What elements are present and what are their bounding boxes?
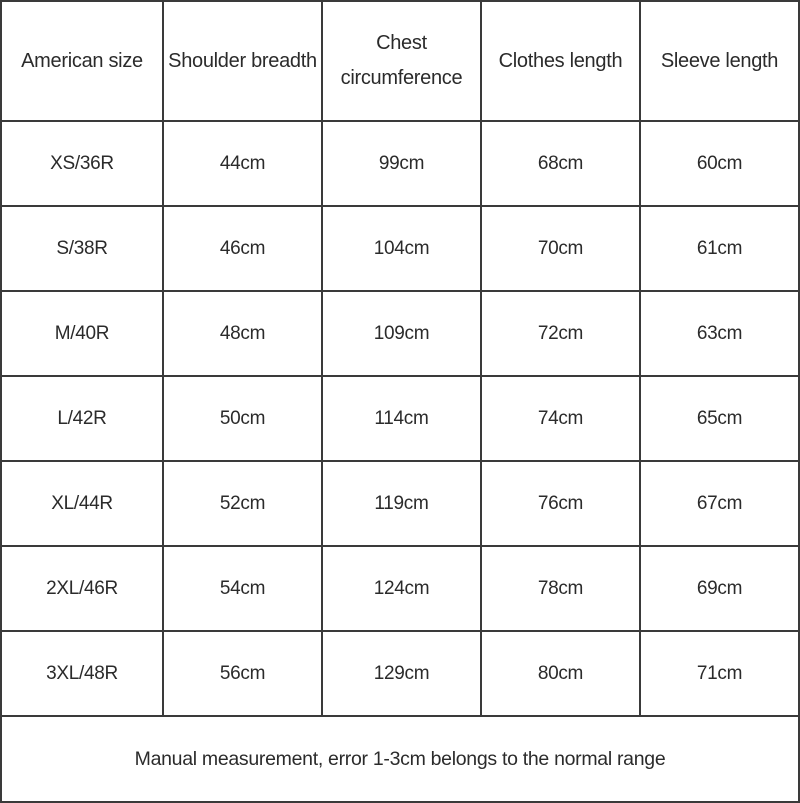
note-row [1,716,799,802]
cell-shoulder: 50cm [163,376,322,461]
cell-size: 3XL/48R [1,631,163,716]
cell-chest: 109cm [322,291,481,376]
header-american-size: American size [1,1,163,121]
cell-shoulder: 48cm [163,291,322,376]
cell-shoulder: 46cm [163,206,322,291]
cell-chest: 99cm [322,121,481,206]
cell-length: 70cm [481,206,640,291]
cell-sleeve: 67cm [640,461,799,546]
header-row [1,1,799,121]
cell-length: 72cm [481,291,640,376]
table-row [1,376,799,461]
cell-length: 78cm [481,546,640,631]
header-chest-line2: circumference [340,67,463,89]
cell-size: XS/36R [1,121,163,206]
header-shoulder-breadth: Shoulder breadth [163,1,322,121]
cell-size: XL/44R [1,461,163,546]
cell-sleeve: 69cm [640,546,799,631]
cell-sleeve: 61cm [640,206,799,291]
cell-chest: 114cm [322,376,481,461]
cell-shoulder: 44cm [163,121,322,206]
cell-size: L/42R [1,376,163,461]
cell-sleeve: 65cm [640,376,799,461]
header-chest-circumference [322,1,481,121]
cell-shoulder: 56cm [163,631,322,716]
cell-chest: 119cm [322,461,481,546]
cell-chest: 104cm [322,206,481,291]
table-row [1,206,799,291]
cell-size: 2XL/46R [1,546,163,631]
measurement-note: Manual measurement, error 1-3cm belongs to the normal range [1,716,799,802]
cell-length: 76cm [481,461,640,546]
cell-size: M/40R [1,291,163,376]
cell-length: 74cm [481,376,640,461]
cell-chest: 129cm [322,631,481,716]
table-row [1,631,799,716]
cell-shoulder: 52cm [163,461,322,546]
cell-sleeve: 71cm [640,631,799,716]
cell-length: 68cm [481,121,640,206]
header-chest-line1: Chest [376,32,427,54]
header-sleeve-length: Sleeve length [640,1,799,121]
cell-sleeve: 63cm [640,291,799,376]
cell-sleeve: 60cm [640,121,799,206]
table-row [1,291,799,376]
table-row [1,121,799,206]
cell-length: 80cm [481,631,640,716]
cell-chest: 124cm [322,546,481,631]
cell-size: S/38R [1,206,163,291]
table-row [1,461,799,546]
cell-shoulder: 54cm [163,546,322,631]
table-row [1,546,799,631]
header-clothes-length: Clothes length [481,1,640,121]
